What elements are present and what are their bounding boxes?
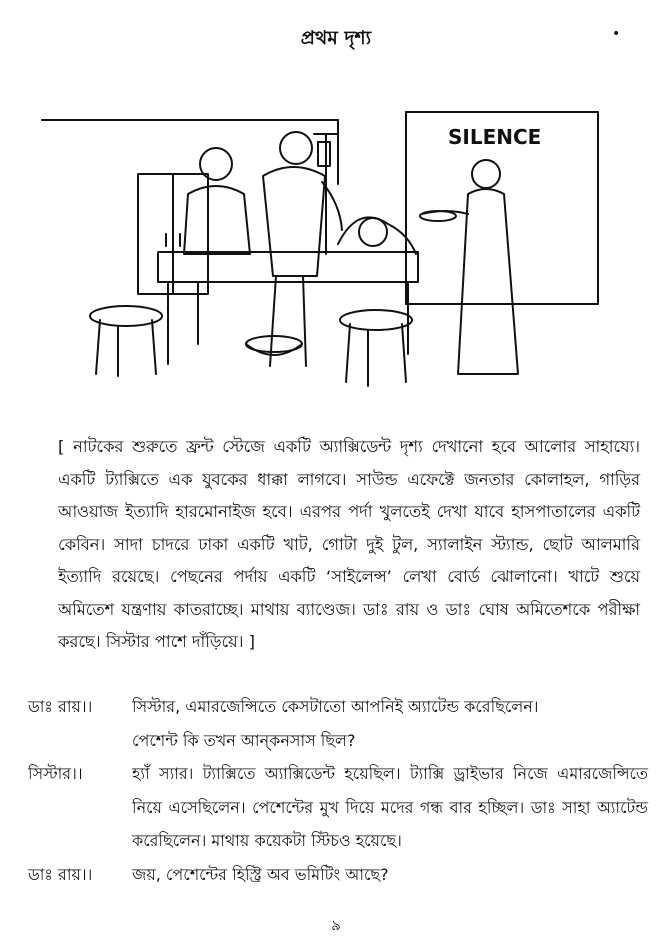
page-heading: প্রথম দৃশ্য xyxy=(300,27,372,49)
dialogue-turn xyxy=(28,757,648,858)
speaker-name: ডাঃ রায়।। xyxy=(28,697,93,716)
page-number: ৯ xyxy=(331,916,341,934)
stage-direction-text: [ নাটকের শুরুতে ফ্রন্ট স্টেজে একটি অ্যাক্সিডেন্ট দৃশ্য দেখানো হবে আলোর সাহায্যে। একটি ট্যাক্সিতে এক যুবকের ধাক্কা লাগবে। সাউন্ড এফেক্টে জনতার কোলাহল, গাড়ির আওয়াজ ইত্যাদি হারমোনাইজ হবে। এরপর পর্দা খুলতেই দেখা যাবে হাসপাতালের একটি কেবিন। সাদা চাদরে ঢাকা একটি খাট, গোটা দুই টুল, স্যালাইন স্ট্যান্ড, ছোট আলমারি ইত্যাদি রয়েছে। পেছনের পর্দায় একটি ‘সাইলেন্স’ লেখা বোর্ড ঝোলানো। খাটে শুয়ে অমিতেশ যন্ত্রণায় কাতরাচ্ছে। মাথায় ব্যাণ্ডেজ। ডাঃ রায় ও ডাঃ ঘোষ অমিতেশকে পরীক্ষা করছে। সিস্টার পাশে দাঁড়িয়ে। ] xyxy=(58,437,640,651)
dialogue-turn xyxy=(28,690,648,757)
stage-direction xyxy=(58,431,640,659)
speech xyxy=(132,690,648,757)
dialogue-turn xyxy=(28,858,648,892)
speech-line: হ্যাঁ স্যার। ট্যাক্সিতে অ্যাক্সিডেন্ট হয়েছিল। ট্যাক্সি ড্রাইভার নিজে এমারজেন্সিতে নিয়ে এসেছিলেন। পেশেন্টের মুখ দিয়ে মদের গন্ধ বার হচ্ছিল। ডাঃ সাহা অ্যাটেন্ড করেছিলেন। মাথায় কয়েকটা স্টিচও হয়েছে। xyxy=(132,764,648,850)
speech-line: সিস্টার, এমারজেন্সিতে কেসটাতো আপনিই অ্যাটেন্ড করেছিলেন। xyxy=(132,697,539,716)
hospital-scene-illustration xyxy=(38,104,604,404)
speech-line: জয়, পেশেন্টের হিস্ট্রি অব ভমিটিং আছে? xyxy=(132,864,389,884)
speaker-name: ডাঃ রায়।। xyxy=(28,864,93,884)
speech xyxy=(132,757,648,858)
dialogue xyxy=(28,690,648,891)
silence-sign-text: SILENCE xyxy=(448,125,542,149)
speech xyxy=(132,858,648,892)
speaker-name: সিস্টার।। xyxy=(28,764,83,783)
stray-mark: • xyxy=(612,26,621,42)
speech-line: পেশেন্ট কি তখন আন্‌কনসাস ছিল? xyxy=(132,730,356,750)
